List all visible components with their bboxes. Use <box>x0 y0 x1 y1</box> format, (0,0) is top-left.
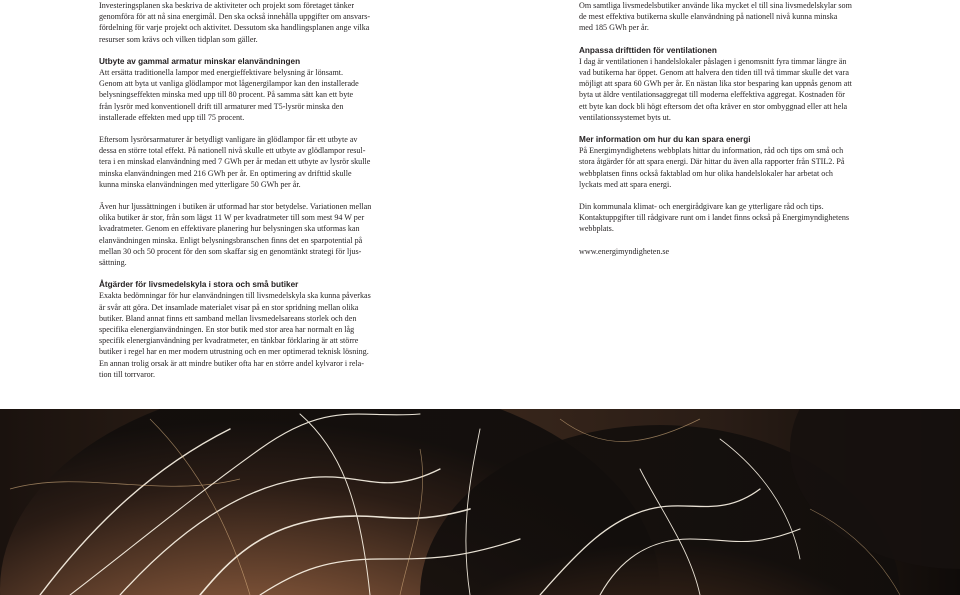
lighting-paragraph: Att ersätta traditionella lampor med energieffektivare belysning är lönsamt. Genom att byta ut vanliga glödlampor mot lågenergilampor kan den installerade belysningseffekten minska med upp till 80 procent. På samma sätt kan ett byte från lysrör med konventionell drift till armaturer med T5-lysrör minska den installerade effekten med upp till 75 procent. <box>99 68 359 122</box>
fluorescent-paragraph: Eftersom lysrörsarmaturer är betydligt vanligare än glödlampor får ett utbyte av dessa en större total effekt. På nationell nivå skulle ett utbyte av glödlampor resul- tera i en minskad elanvändning med 7 GWh per år medan ett utbyte av lysrör skulle minska elanvändningen med 216 GWh per år. En optimering av drifttid skulle kunna minska elanvändningen med ytterligare 50 GWh per år. <box>99 135 371 189</box>
cooling-savings-paragraph: Om samtliga livsmedelsbutiker använde lika mycket el till sina livsmedelskylar som de mest effektiva butikerna skulle elanvändning på nationell nivå kunna minska med 185 GWh per år. <box>579 1 852 33</box>
light-design-paragraph: Även hur ljussättningen i butiken är utformad har stor betydelse. Variationen mellan olika butiker är stor, från som lägst 11 W per kvadratmeter till som mest 94 W per kvadratmeter. Genom en effektivare planering hur belysningen ska utformas kan elanvändningen minska. Enligt belysningsbranschen finns det en sparpotential på mellan 30 och 50 procent för den som skaffar sig en genomtänkt strategi för ljus- sättning. <box>99 202 372 268</box>
ventilation-paragraph: I dag är ventilationen i handelslokaler påslagen i genomsnitt fyra timmar längre än vad butikerna har öppet. Genom att halvera den tiden till två timmar skulle det vara möjligt att spara 60 GWh per år. En nästan lika stor besparing kan uppnås genom att byta ut äldre ventilationsaggregat till moderna eleffektiva aggregat. Kostnaden för ett byte kan dock bli högt eftersom det ofta kräver en stor ombyggnad eller att hela ventilationssystemet byts ut. <box>579 56 852 122</box>
investment-plan-paragraph: Investeringsplanen ska beskriva de aktiviteter och projekt som företaget tänker genomföra för att nå sina energimål. Den ska också innehålla uppgifter om ansvars- fördelning för varje projekt och aktivitet. Dessutom ska handlingsplanen ange vilka resurser som krävs och vilken tidplan som gäller. <box>99 1 371 44</box>
more-info-heading: Mer information om hur du kan spara energi <box>579 135 751 145</box>
refrigeration-heading: Åtgärder för livsmedelskyla i stora och små butiker <box>99 280 299 290</box>
advisor-paragraph: Din kommunala klimat- och energirådgivare kan ge ytterligare råd och tips. Kontaktuppgifter till rådgivare runt om i landet finns också på Energimyndighetens webbplats. <box>579 202 850 234</box>
website-link[interactable]: www.energimyndigheten.se <box>579 246 670 256</box>
left-text-column <box>99 0 389 380</box>
refrigeration-paragraph: Exakta bedömningar för hur elanvändningen till livsmedelskyla ska kunna påverkas är svår att göra. Det insamlade materialet visar på en stor spridning mellan olika butiker. Bland annat finns ett samband mellan livsmedelsareans storlek och den specifika elenergianvändningen. En stor butik med stor area har normalt en låg specifik elenergianvändning per kvadratmeter, en tänkbar förklaring är att större butiker i regel har en mer modern utrustning och en mer optimerad teknisk lösning. En annan trolig orsak är att mindre butiker ofta har en större andel kylvaror i rela- tion till torrvaror. <box>99 291 371 379</box>
ventilation-heading: Anpassa drifttiden för ventilationen <box>579 45 717 55</box>
lighting-heading: Utbyte av gammal armatur minskar elanvändningen <box>99 56 301 66</box>
more-info-paragraph: På Energimyndighetens webbplats hittar du information, råd och tips om små och stora åtgärder för att spara energi. Där hittar du även alla rapporter från STIL2. På webbplatsen finns också faktablad om hur olika handelslokaler har arbetat och lyckats med att spara energi. <box>579 146 845 189</box>
right-text-column <box>579 0 871 257</box>
light-bulb-filament-photo <box>0 409 960 595</box>
